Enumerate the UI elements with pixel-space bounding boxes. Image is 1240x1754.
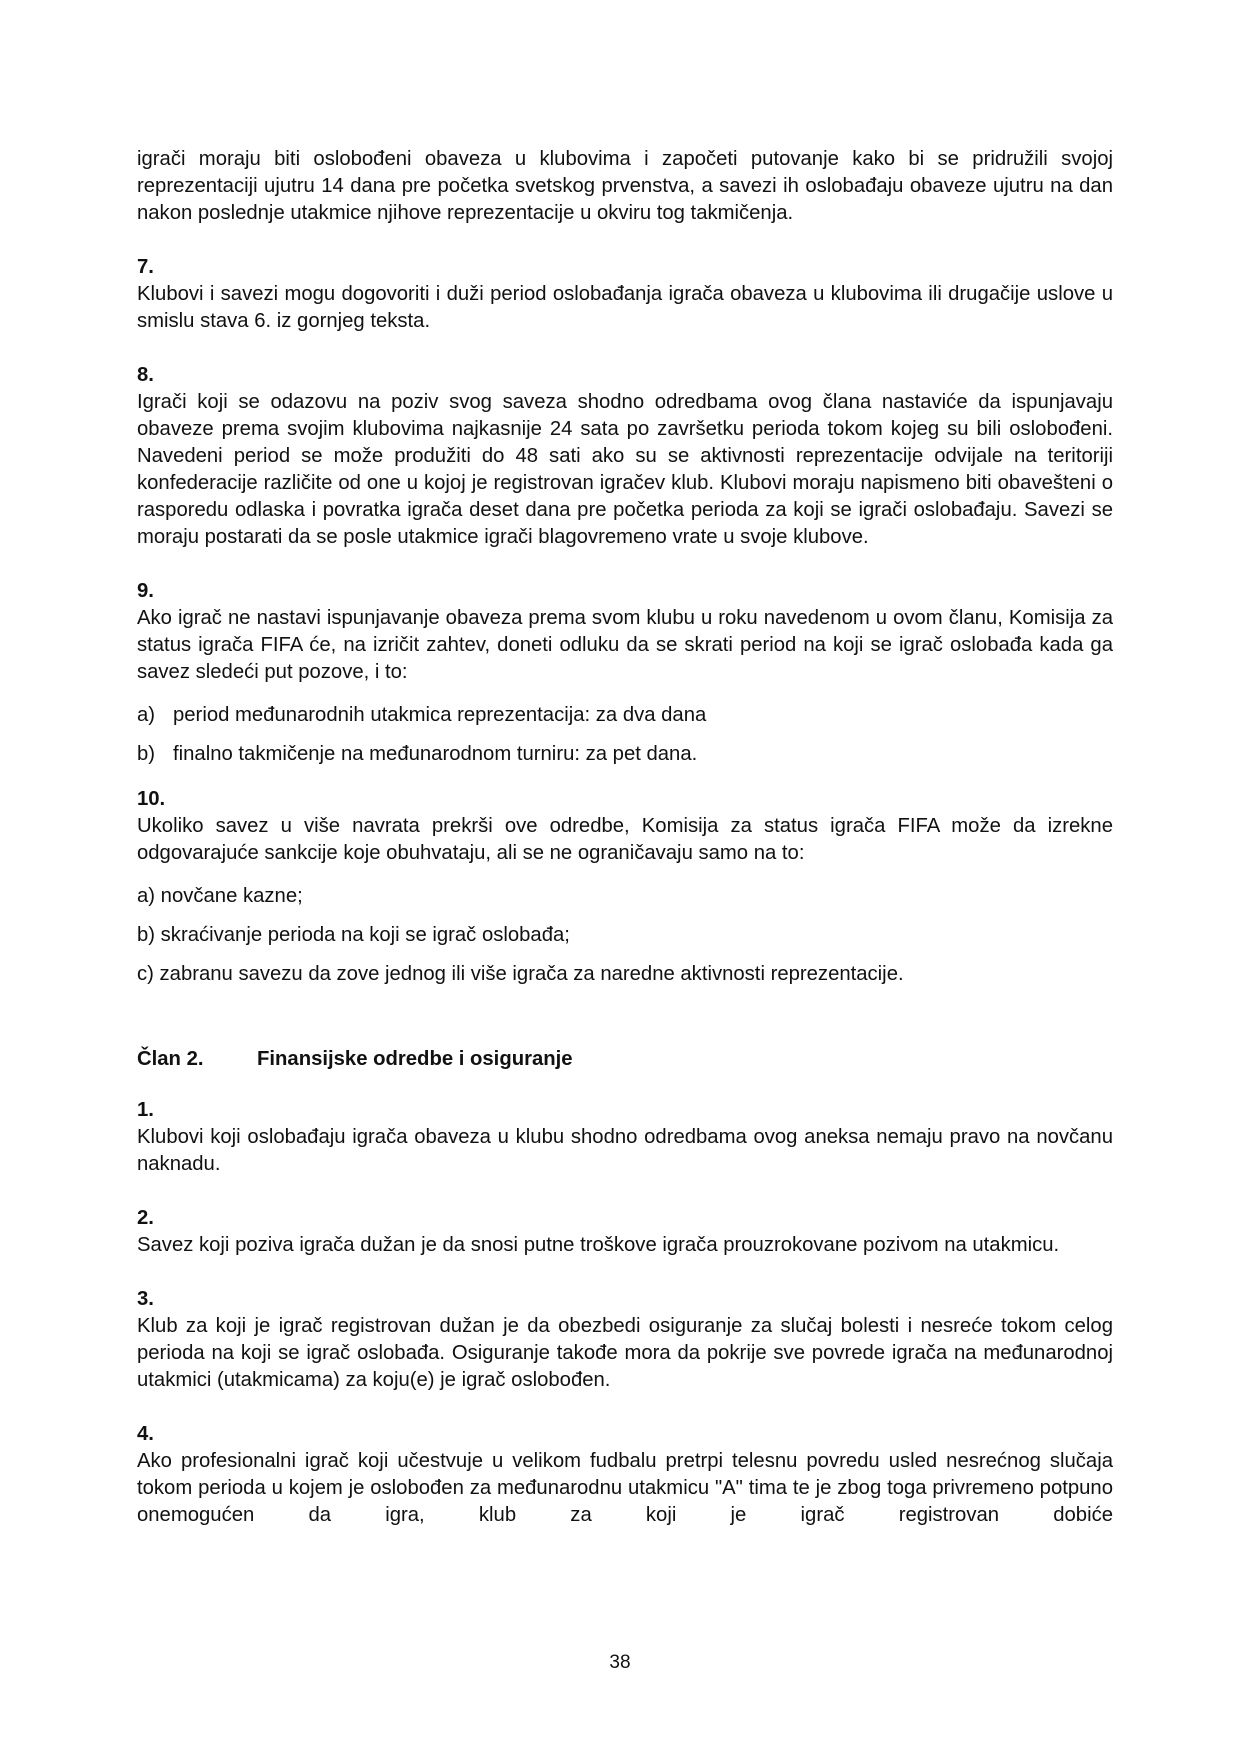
section-b-2 xyxy=(137,1205,1113,1259)
section-text: Klub za koji je igrač registrovan dužan je da obezbedi osiguranje za slučaj bolesti i nesreće tokom celog perioda na koji se igrač oslobađa. Osiguranje takođe mora da pokrije sve povrede igrača na međunarodnoj utakmici (utakmicama) za koju(e) je igrač oslobođen. xyxy=(137,1315,1113,1391)
section-b-3 xyxy=(137,1286,1113,1394)
section-number: 3. xyxy=(137,1288,154,1310)
list-item xyxy=(137,741,1113,768)
section-10 xyxy=(137,786,1113,988)
list-item: a) novčane kazne; xyxy=(137,885,303,907)
sanctions-list xyxy=(137,883,1113,988)
section-text: Ako igrač ne nastavi ispunjavanje obaveza prema svom klubu u roku navedenom u ovom članu, Komisija za status igrača FIFA će, na izričit zahtev, doneti odluku da se skrati period na koji se igrač oslobađa kada ga savez sledeći put pozove, i to: xyxy=(137,607,1113,683)
page-number: 38 xyxy=(609,1652,631,1673)
section-text: Ukoliko savez u više navrata prekrši ove odredbe, Komisija za status igrača FIFA može da izrekne odgovarajuće sankcije koje obuhvataju, ali se ne ograničavaju samo na to: xyxy=(137,815,1113,864)
list-item-letter: b) xyxy=(137,743,156,765)
section-number: 1. xyxy=(137,1099,154,1121)
section-number: 7. xyxy=(137,256,154,278)
article-heading xyxy=(137,1046,1113,1073)
section-8 xyxy=(137,362,1113,551)
article-number: Član 2. xyxy=(137,1048,204,1070)
list-item-letter: a) xyxy=(137,704,156,726)
section-b-1 xyxy=(137,1097,1113,1178)
section-9 xyxy=(137,578,1113,768)
section-number: 4. xyxy=(137,1423,154,1445)
section-b-4 xyxy=(137,1421,1113,1529)
list-item-text: finalno takmičenje na međunarodnom turniru: za pet dana. xyxy=(173,743,698,765)
list-item xyxy=(137,702,1113,729)
section-text: Klubovi i savezi mogu dogovoriti i duži period oslobađanja igrača obaveza u klubovima ili drugačije uslove u smislu stava 6. iz gornjeg teksta. xyxy=(137,283,1113,332)
article-title: Finansijske odredbe i osiguranje xyxy=(257,1048,573,1070)
section-number: 10. xyxy=(137,788,166,810)
section-7 xyxy=(137,254,1113,335)
section-number: 8. xyxy=(137,364,154,386)
section-text: Igrači koji se odazovu na poziv svog saveza shodno odredbama ovog člana nastaviće da ispunjavaju obaveze prema svojim klubovima najkasnije 24 sata po završetku perioda tokom kojeg su bili oslobođeni. Navedeni period se može produžiti do 48 sati ako su se aktivnosti reprezentacije odvijale na teritoriji konfederacije različite od one u kojoj je registrovan igračev klub. Klubovi moraju napismeno biti obavešteni o rasporedu odlaska i povratka igrača deset dana pre početka perioda za koji se igrači oslobađaju. Savezi se moraju postarati da se posle utakmice igrači blagovremeno vrate u svoje klubove. xyxy=(137,391,1113,548)
section-text: Ako profesionalni igrač koji učestvuje u velikom fudbalu pretrpi telesnu povredu usled nesrećnog slučaja tokom perioda u kojem je oslobođen za međunarodnu utakmicu "A" tima te je zbog toga privremeno potpuno onemogućen da igra, klub za koji je igrač registrovan dobiće xyxy=(137,1450,1113,1526)
section-number: 2. xyxy=(137,1207,154,1229)
list-item: c) zabranu savezu da zove jednog ili više igrača za naredne aktivnosti reprezentacije. xyxy=(137,963,904,985)
page-content xyxy=(137,146,1113,1529)
section-text: Savez koji poziva igrača dužan je da snosi putne troškove igrača prouzrokovane pozivom na utakmicu. xyxy=(137,1234,1060,1256)
lettered-list xyxy=(137,702,1113,768)
intro-paragraph: igrači moraju biti oslobođeni obaveza u klubovima i započeti putovanje kako bi se pridružili svojoj reprezentaciji ujutru 14 dana pre početka svetskog prvenstva, a savezi ih oslobađaju obaveze ujutru na dan nakon poslednje utakmice njihove reprezentacije u okviru tog takmičenja. xyxy=(137,148,1113,224)
list-item-text: period međunarodnih utakmica reprezentacija: za dva dana xyxy=(173,704,707,726)
section-text: Klubovi koji oslobađaju igrača obaveza u klubu shodno odredbama ovog aneksa nemaju pravo na novčanu naknadu. xyxy=(137,1126,1113,1175)
list-item: b) skraćivanje perioda na koji se igrač oslobađa; xyxy=(137,924,570,946)
section-number: 9. xyxy=(137,580,154,602)
